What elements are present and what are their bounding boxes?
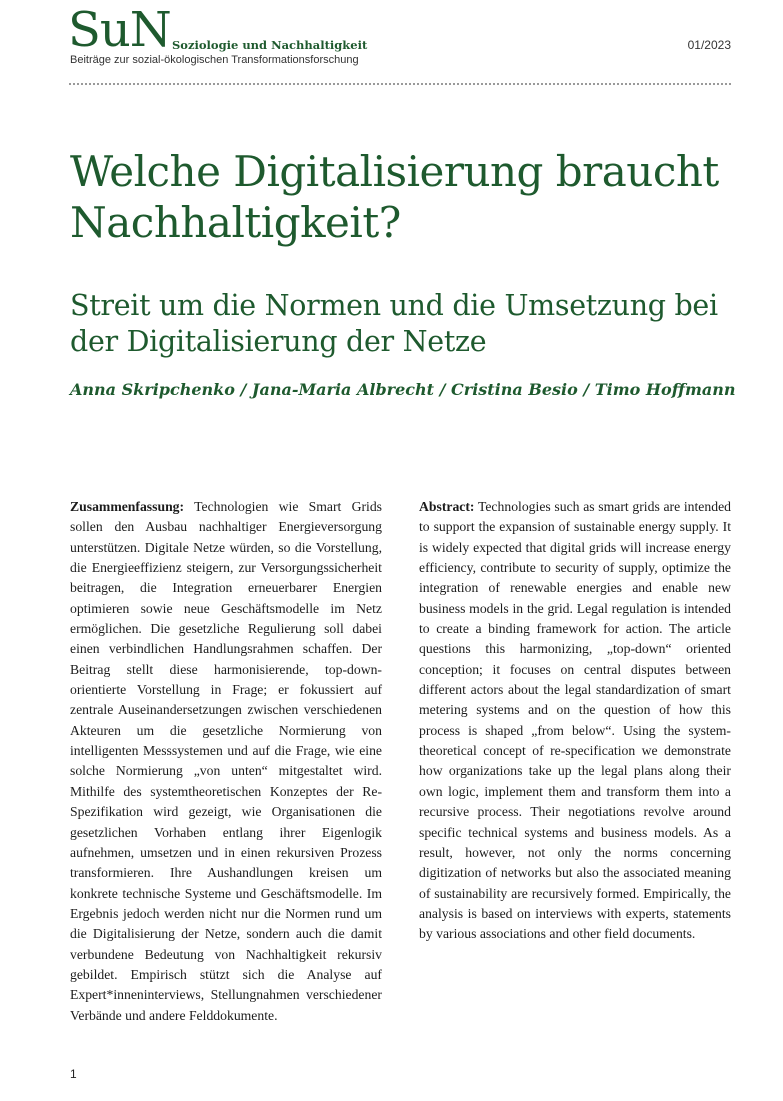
- abstract-german-label: Zusammenfassung:: [70, 499, 185, 514]
- abstract-english: [419, 497, 731, 945]
- abstract-german-text: Technologien wie Smart Grids sollen den Ausbau nachhaltiger Energieversorgung unterstützen. Digitale Netze würden, so die Vorstellung, die Energieeffizienz steigern, zur Versorgungssicherheit beitragen, die Integration erneuerbarer Energien optimieren sowie neue Geschäftsmodelle im Netz ermöglichen. Die gesetzliche Regulierung soll dabei einen verbindlichen Handlungsrahmen schaffen. Der Beitrag stellt diese harmonisierende, top-down-orientierte Vorstellung in Frage; er fokussiert auf zentrale Auseinandersetzungen zwischen verschiedenen Akteuren um die gesetzliche Normierung von intelligenten Messsystemen und auf die Frage, wie eine solche Normierung „von unten“ mitgestaltet wird. Mithilfe des systemtheoretischen Konzeptes der Re-Spezifikation wird gezeigt, wie Organisationen die gesetzlichen Vorhaben entlang ihrer Eigenlogik aufnehmen, umsetzen und in einen rekursiven Prozess transformieren. Ihre Aushandlungen kreisen um konkrete technische Systeme und Geschäftsmodelle. Im Ergebnis jedoch werden nicht nur die Normen rund um die Digitalisierung der Netze, sondern auch die damit verbundene Bedeutung von Nachhaltigkeit rekursiv gebildet. Empirisch stützt sich die Analyse auf Expert*inneninterviews, Stellungnahmen verschiedener Verbände und andere Felddokumente.: [70, 499, 382, 1023]
- header-divider: [69, 83, 731, 85]
- journal-name: Soziologie und Nachhaltigkeit: [172, 38, 368, 52]
- page-number: 1: [70, 1067, 77, 1081]
- abstract-english-label: Abstract:: [419, 499, 475, 514]
- abstract-english-text: Technologies such as smart grids are intended to support the expansion of sustainable energy supply. It is widely expected that digital grids will increase energy efficiency, contribute to security of supply, optimize the integration of renewable energies and enable new business models in the grid. Legal regulation is intended to create a binding framework for action. The article questions this harmonizing, „top-down“ oriented conception; it focuses on central disputes between different actors about the legal standardization of smart metering systems and on the question of how this process is shaped „from below“. Using the system-theoretical concept of re-specification we demonstrate how organizations take up the legal plans along their own logic, implement them and transform them into a recursive process. Their negotiations revolve around specific technical systems and business models. As a result, however, not only the norms concerning digitization of networks but also the associated meaning of sustainability are recursively formed. Empirically, the analysis is based on interviews with experts, statements by various associations and other field documents.: [419, 499, 731, 942]
- article-authors: Anna Skripchenko / Jana-Maria Albrecht / Cristina Besio / Timo Hoffmann: [70, 380, 736, 399]
- article-subtitle: Streit um die Normen und die Umsetzung bei der Digitalisierung der Netze: [70, 289, 718, 359]
- journal-subtitle: Beiträge zur sozial-ökologischen Transformationsforschung: [70, 54, 359, 66]
- journal-logo: SuN: [68, 2, 171, 58]
- abstract-german: [70, 497, 382, 1026]
- article-title: Welche Digitalisierung braucht Nachhaltigkeit?: [70, 147, 719, 248]
- issue-number: 01/2023: [687, 38, 731, 52]
